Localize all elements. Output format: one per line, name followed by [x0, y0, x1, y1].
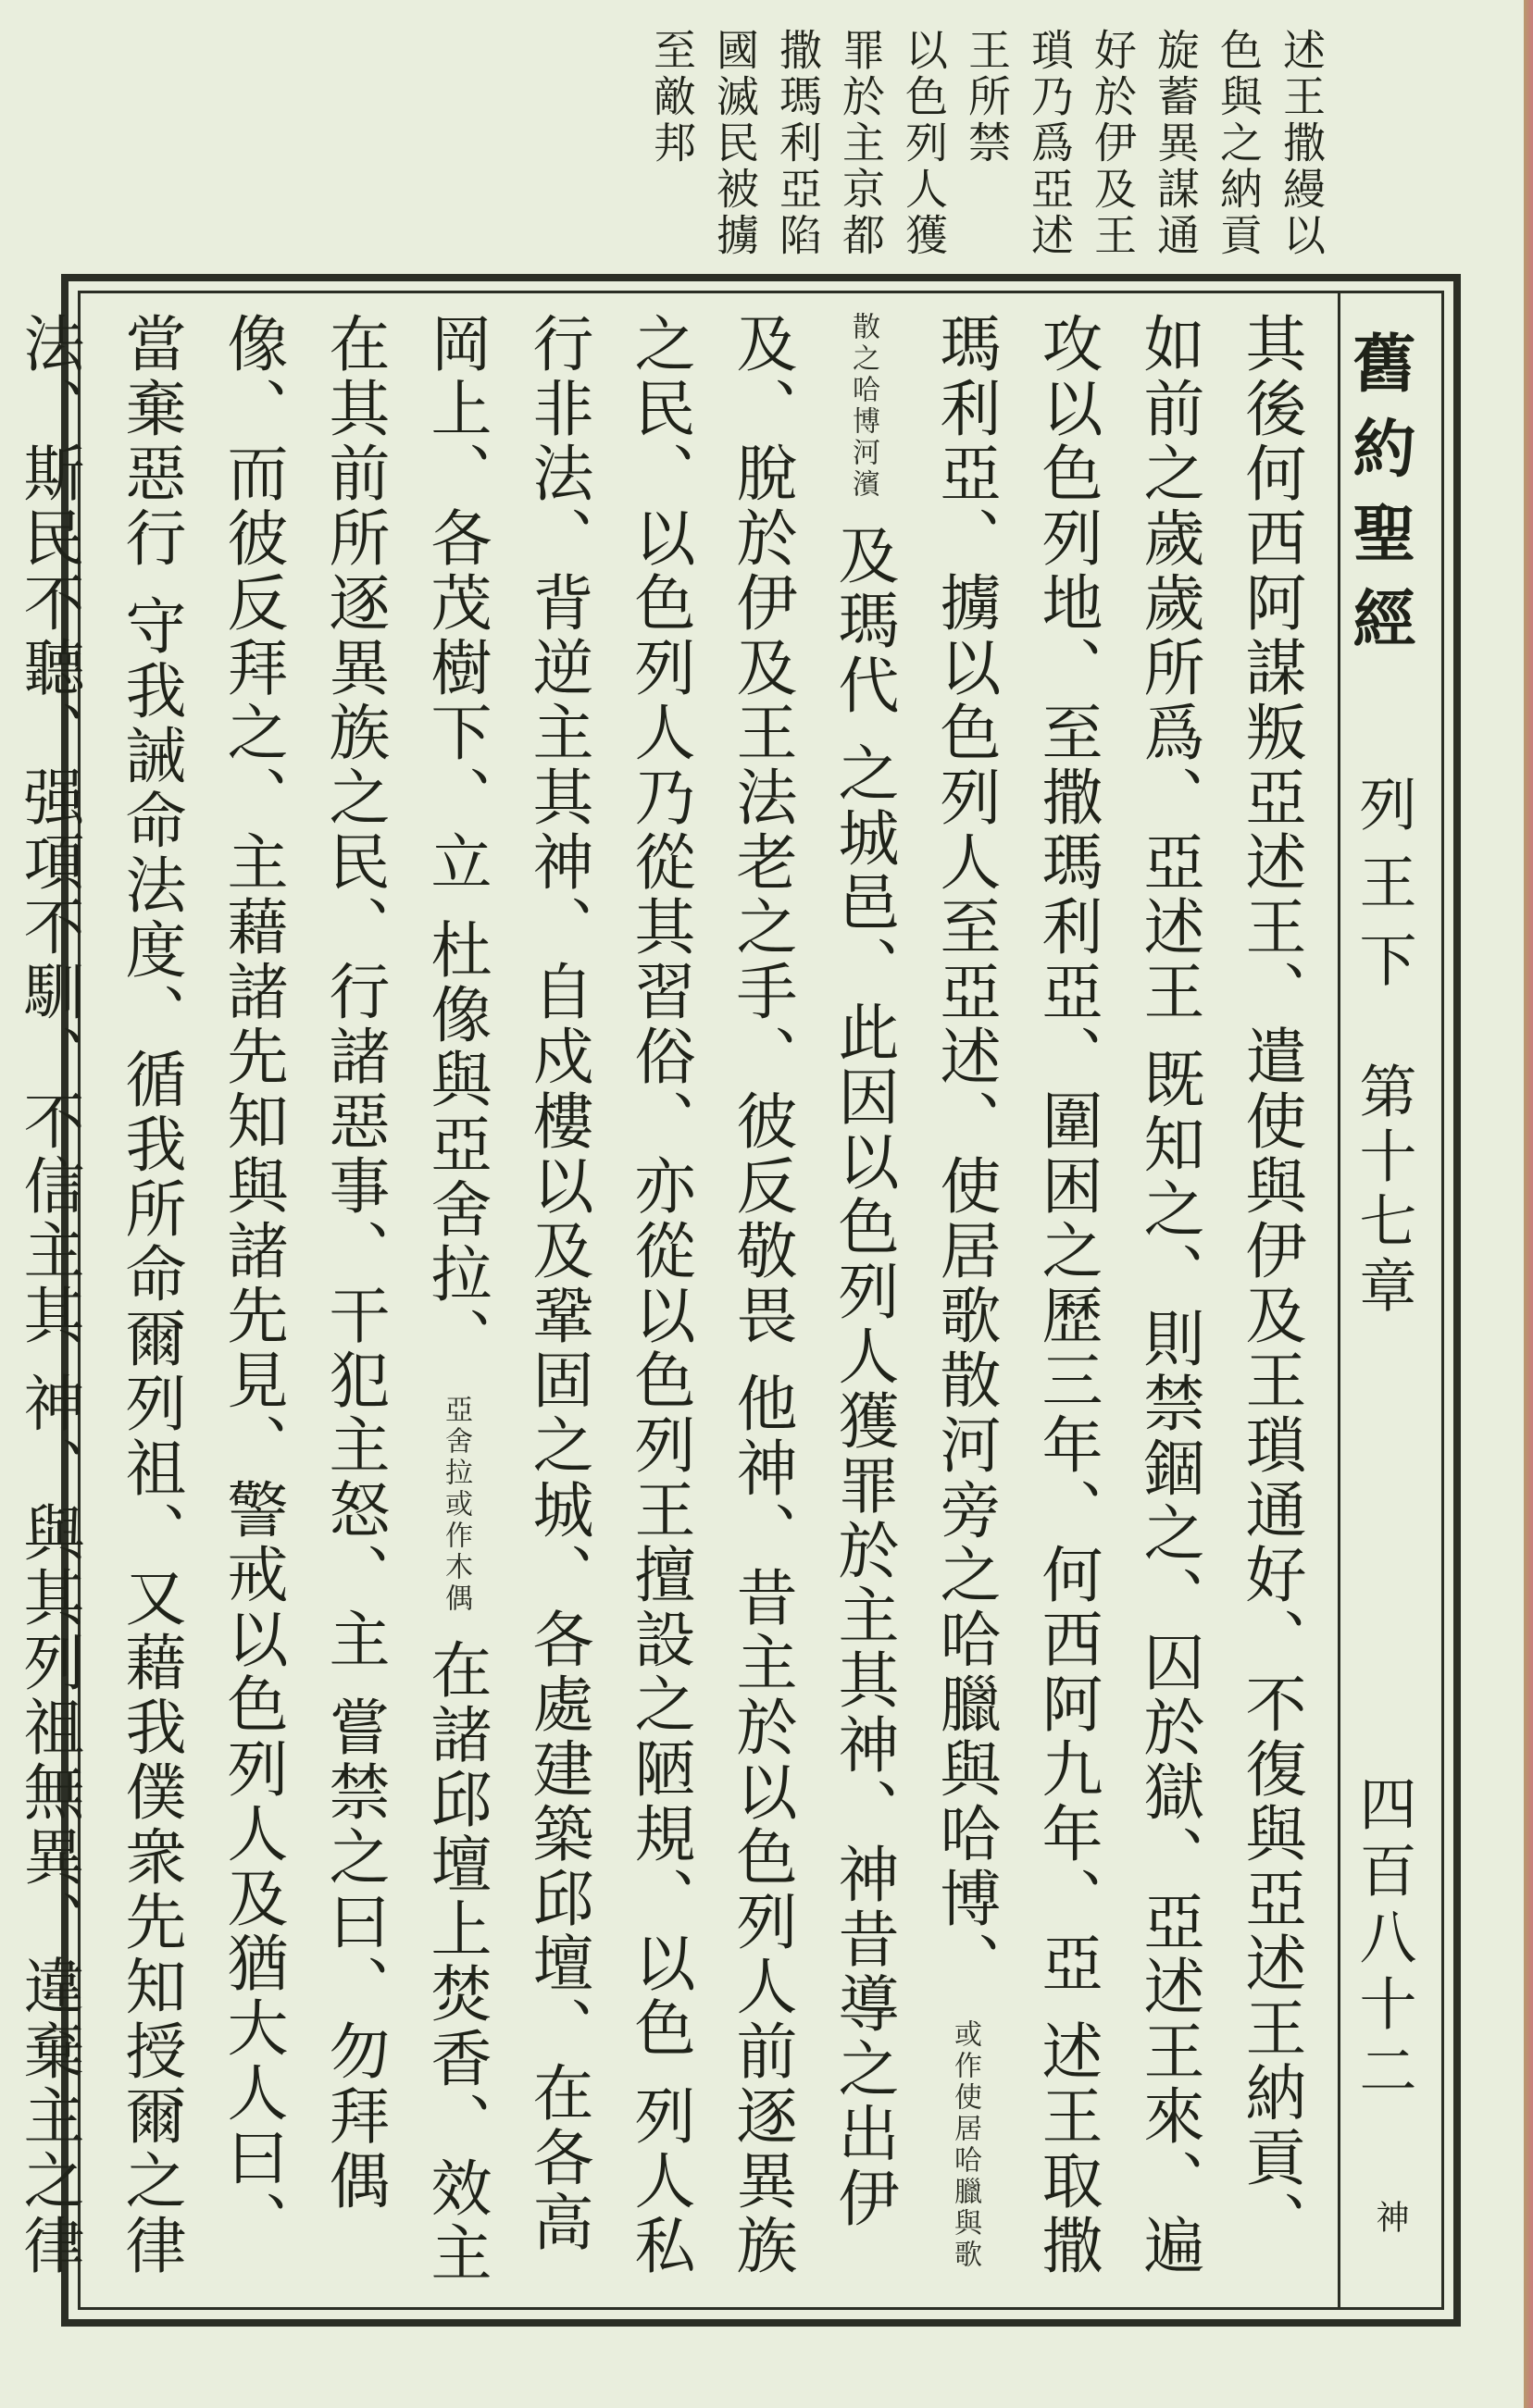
book-name: 列王下 [1350, 775, 1417, 1008]
verse-text: 之城邑、此因以色列人獲罪於主其神、神昔導之出伊及、脫於伊及王法老之手、彼反敬畏 [726, 312, 899, 2231]
verse-text: 述王取撒瑪利亞、擄以色列人至亞述、使居歌散河旁之哈臘與哈博、 [929, 312, 1103, 2278]
verse-text: 其後何西阿謀叛亞述王、遣使與伊及王瑣通好、不復與亞述王納貢、如前之歲歲所爲、亞述王 [1133, 312, 1306, 2255]
note-column: 王所禁 [962, 28, 1012, 167]
inline-note: 或作使居哈臘與歌散之哈博河濱 [847, 312, 981, 2271]
verse-text: 神、與其列祖無異、違棄主之律 [13, 1371, 84, 2278]
book-title: 舊約聖經 [1342, 330, 1416, 671]
text-frame [13, 274, 1461, 2327]
verse-text: 他神、昔主於以色列人前逐異族之民、以色列人乃從其習俗、亦從以色列王擅設之陋規、以色 [624, 312, 797, 2278]
verse-text: 杜像與亞舍拉、 [420, 917, 492, 1372]
scripture-body [13, 312, 1321, 2302]
note-column: 瑣乃爲亞述 [1025, 28, 1075, 259]
verse-text: 嘗禁之曰、勿拜偶像、而彼反拜之、主藉諸先知與諸先見、警戒以色列人及猶大人曰、當棄惡行 [115, 312, 390, 2255]
verse-text: 及瑪代 [828, 523, 899, 718]
inline-note: 亞舍拉或作木偶 [440, 1394, 472, 1615]
note-column: 色與之納貢 [1214, 28, 1264, 259]
chapter-label: 第十七章 [1350, 1061, 1417, 1321]
verse-text: 列人私行非法、背逆主其神、自戍樓以及鞏固之城、各處建築邱壇、在各高岡上、各茂樹下、立 [420, 312, 695, 2278]
note-column: 好於伊及王 [1088, 28, 1138, 259]
verse-text: 既知之、則禁錮之、囚於獄、亞述王來、遍攻以色列地、至撒瑪利亞、圍困之歷三年、何西阿九年、亞 [1031, 312, 1204, 2278]
verse-text: 在諸邱壇上焚香、效主在其前所逐異族之民、行諸惡事、干犯主怒、主 [318, 312, 492, 2286]
note-column: 以色列人獲 [899, 28, 949, 259]
note-column: 罪於主京都 [836, 28, 886, 259]
verse-text: 守我誡命法度、循我所命爾列祖、又藉我僕衆先知授爾之律法、斯民不聽、强項不馴、不信主其 [13, 312, 186, 2278]
god-marker: 神 [1371, 2200, 1409, 2233]
note-column: 國滅民被擄 [710, 28, 760, 259]
note-column: 述王撒縵以 [1277, 28, 1327, 259]
text-frame-inner [13, 291, 1444, 2310]
page-number: 四百八十二 [1350, 1774, 1417, 2107]
running-header [1338, 293, 1441, 2307]
page-edge [1524, 0, 1533, 2408]
note-column: 旋蓄異謀通 [1151, 28, 1201, 259]
note-column: 至敵邦 [647, 28, 697, 167]
note-column: 撒瑪利亞陷 [773, 28, 823, 259]
margin-notes [647, 28, 1333, 273]
